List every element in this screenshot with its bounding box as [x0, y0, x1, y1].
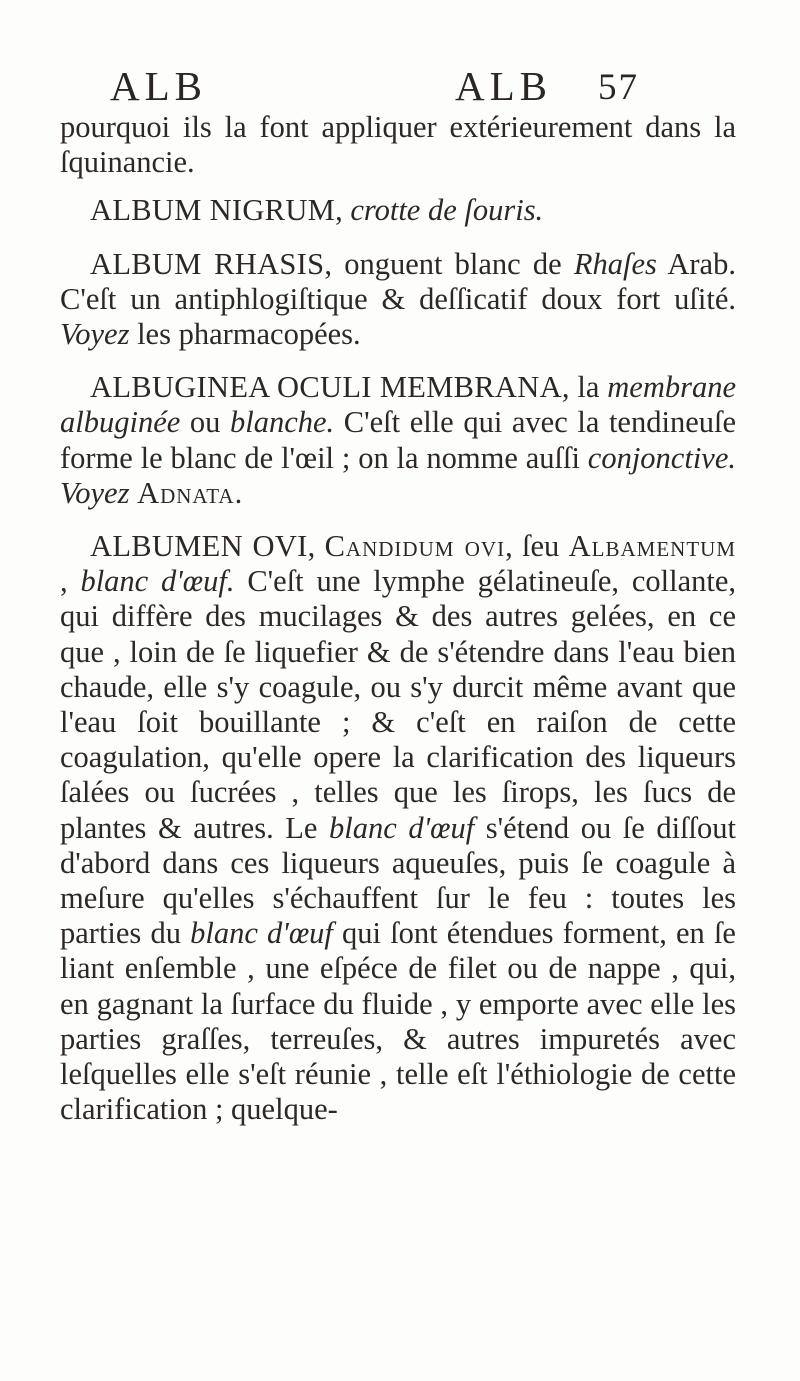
header-left-guideword: ALB — [110, 63, 207, 109]
entry-text: , la — [561, 370, 608, 405]
small-caps-synonym: Albamentum — [568, 529, 736, 564]
headword: ALBUM RHASIS — [90, 246, 325, 281]
entry-albuginea — [60, 370, 736, 511]
entry-text — [129, 476, 137, 510]
entry-text: s'étend ou ſe diſſout d'abord dans ces liqueurs aqueuſes, puis ſe coagule à meſure qu'elles s'échauffent ſur le feu : toutes les parties du — [60, 810, 736, 951]
small-caps-reference: Adnata — [137, 475, 235, 510]
headword: ALBUM NIGRUM — [90, 193, 336, 228]
entry-text: qui ſont étendues forment, en ſe liant enſemble , une eſpéce de filet ou de nappe , qui, en gagnant la ſurface du fluide , y emporte avec elle les parties graſſes, terreuſes, & autres impuretés avec leſquelles elle s'eſt réunie , telle eſt l'éthiologie de cette clarification ; quelque- — [60, 916, 736, 1127]
definition-italic: crotte de ſouris. — [350, 193, 544, 228]
entry-text: , — [307, 529, 325, 564]
entry-album-rhasis — [60, 247, 736, 353]
entry-text: , — [335, 193, 351, 228]
italic-text: conjonctive. — [587, 440, 736, 475]
italic-text: blanc d'œuf — [329, 810, 475, 845]
entry-text: , ſeu — [505, 529, 569, 564]
entry-text: les pharmacopées. — [129, 317, 361, 352]
italic-text: blanc d'œuf — [190, 916, 333, 951]
entry-text: ou — [180, 405, 230, 440]
italic-text: blanc d'œuf. — [80, 564, 235, 599]
cross-reference: Voyez — [60, 475, 130, 510]
entry-text: , onguent blanc de — [324, 246, 574, 281]
italic-text: membrane albuginée — [60, 370, 736, 440]
entry-text: Arab. C'eſt un antiphlogiſtique & deſſicatif doux fort uſité. — [60, 246, 736, 316]
entry-text: C'eſt une lymphe gélatineuſe, collante, qui diffère des mucilages & des autres gelées, en ce que , loin de ſe liquefier & de s'étendre dans l'eau bien chaude, elle s'y coagule, ou s'y durcit même avant que l'eau ſoit bouillante ; & c'eſt en raiſon de cette coagulation, qu'elle opere la clarification des liqueurs ſalées ou ſucrées , telles que les ſirops, les ſucs de plantes & autres. Le — [60, 564, 736, 845]
small-caps-synonym: Candidum ovi — [324, 529, 506, 564]
italic-text: Rhaſes — [573, 246, 657, 281]
entry-text: C'eſt elle qui avec la tendineuſe forme le blanc de l'œil ; on la nomme auſſi — [60, 405, 736, 475]
headword: ALBUGINEA OCULI MEMBRANA — [90, 370, 562, 405]
continuation-paragraph — [60, 110, 736, 180]
dictionary-text — [60, 110, 736, 1127]
running-header — [110, 62, 670, 112]
header-right-guideword: ALB — [455, 63, 552, 109]
page-number: 57 — [598, 67, 639, 108]
headword: ALBUMEN OVI — [90, 529, 308, 564]
entry-album-nigrum — [60, 193, 736, 228]
continuation-text: pourquoi ils la font appliquer extérieurement dans la ſquinancie. — [60, 110, 736, 180]
italic-text: blanche. — [229, 405, 335, 440]
cross-reference: Voyez — [60, 317, 130, 352]
entry-text: . — [234, 475, 243, 510]
entry-albumen-ovi — [60, 529, 736, 1127]
entry-text: , — [60, 564, 81, 599]
